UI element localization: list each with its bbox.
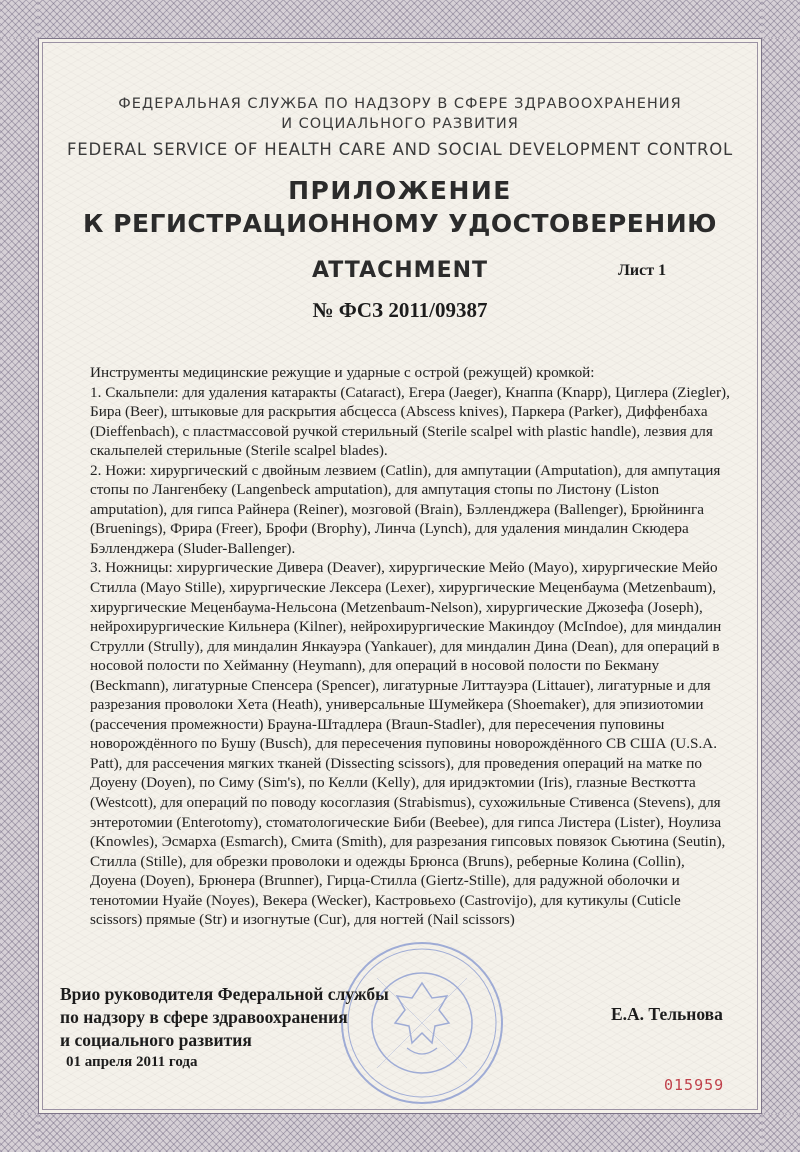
agency-name-ru-line2: И СОЦИАЛЬНОГО РАЗВИТИЯ — [281, 116, 519, 132]
position-line1: Врио руководителя Федеральной службы — [60, 984, 389, 1004]
signatory-position — [60, 983, 389, 1052]
list-item-scissors: 3. Ножницы: хирургические Дивера (Deaver), хирургические Мейо (Mayo), хирургические Мейо Стилла (Mayo Stille), хирургические Лексера (Lexer), хирургические Меценбаума (Metzenbaum), хирургические Меценбаума-Нельсона (Metzenbaum-Nelson), хирургические Джозефа (Joseph), нейрохирургические Кильнера (Kilner), нейрохирургические Макиндоу (McIndoe), для миндалин Струлли (Strully), для миндалин Янкауэра (Yankauer), для миндалин Дина (Dean), для операций в носовой полости по Хейманну (Heymann), для операций в носовой полости по Бекману (Beckmann), лигатурные Спенсера (Spencer), лигатурные Литтауэра (Littauer), лигатурные и для разрезания проволоки Хета (Heath), универсальные Шумейкера (Shoemaker), для эпизиотомии (рассечения промежности) Брауна-Штадлера (Braun-Stadler), для пересечения пуповины новорождённого по Бушу (Busch), для пересечения пуповины новорождённого СВ США (U.S.A. Patt), для рассечения мягких тканей (Dissecting scissors), для проведения операций на матке по Доуену (Doyen), по Симу (Sim's), по Келли (Kelly), для иридэктомии (Iris), глазные Весткотта (Westcott), для операций по поводу косоглазия (Strabismus), сухожильные Стивенса (Stevens), для энтеротомии (Enterotomy), стоматологические Биби (Beebee), для гипса Листера (Lister), Ноулиза (Knowles), Эсмарха (Esmarch), Смита (Smith), для разрезания гипсовых повязок Сьютина (Seutin), Стилла (Stille), для обрезки проволоки и одежды Брюнса (Bruns), реберные Колина (Collin), Доуена (Doyen), Брюнера (Brunner), Гирца-Стилла (Giertz-Stille), для радужной оболочки и тенотомии Нуайе (Noyes), Векера (Wecker), Кастровьехо (Castrovijo), для кутикулы (Cuticle scissors) прямые (Str) и изогнутые (Cur), для ногтей (Nail scissors) — [90, 559, 726, 929]
list-item-knives: 2. Ножи: хирургический с двойным лезвием (Catlin), для ампутации (Amputation), для ампутация стопы по Лангенбеку (Langenbeck amputation), для ампутация стопы по Листону (Liston amputation), для гипса Райнера (Reiner), мозговой (Brain), Бэлленджера (Ballenger), Брюйнинга (Bruenings), Фрира (Freer), Брофи (Brophy), Линча (Lynch), для удаления миндалин Скюдера Бэлленджера (Sluder-Ballenger). — [90, 461, 721, 557]
document-title-line1: ПРИЛОЖЕНИЕ — [288, 176, 512, 205]
agency-name-ru-line1: ФЕДЕРАЛЬНАЯ СЛУЖБА ПО НАДЗОРУ В СФЕРЕ ЗДРАВООХРАНЕНИЯ — [118, 96, 682, 112]
position-line3: и социального развития — [60, 1030, 252, 1050]
document-title-line2: К РЕГИСТРАЦИОННОМУ УДОСТОВЕРЕНИЮ — [83, 209, 717, 238]
issue-date: 01 апреля 2011 года — [66, 1054, 198, 1070]
serial-number: 015959 — [664, 1076, 725, 1094]
attachment-title: ATTACHMENT — [311, 258, 489, 283]
agency-name-en: FEDERAL SERVICE OF HEALTH CARE AND SOCIAL DEVELOPMENT CONTROL — [66, 140, 734, 159]
signer-name: Е.А. Тельнова — [611, 1004, 723, 1024]
registration-number: № ФСЗ 2011/09387 — [312, 298, 488, 322]
instrument-list — [90, 363, 730, 930]
sheet-number: Лист 1 — [618, 262, 667, 279]
list-item-scalpels: 1. Скальпели: для удаления катаракты (Cataract), Егера (Jaeger), Кнаппа (Knapp), Циглера (Ziegler), Бира (Beer), штыковые для раскрытия абсцесса (Abscess knives), Паркера (Parker), Диффенбаха (Dieffenbach), с пластмассовой ручкой стерильный (Sterile scalpel with plastic handle), лезвия для скальпелей стерильные (Sterile scalpel blades). — [90, 383, 730, 460]
position-line2: по надзору в сфере здравоохранения — [60, 1007, 348, 1027]
list-intro: Инструменты медицинские режущие и ударные с острой (режущей) кромкой: — [90, 364, 595, 381]
